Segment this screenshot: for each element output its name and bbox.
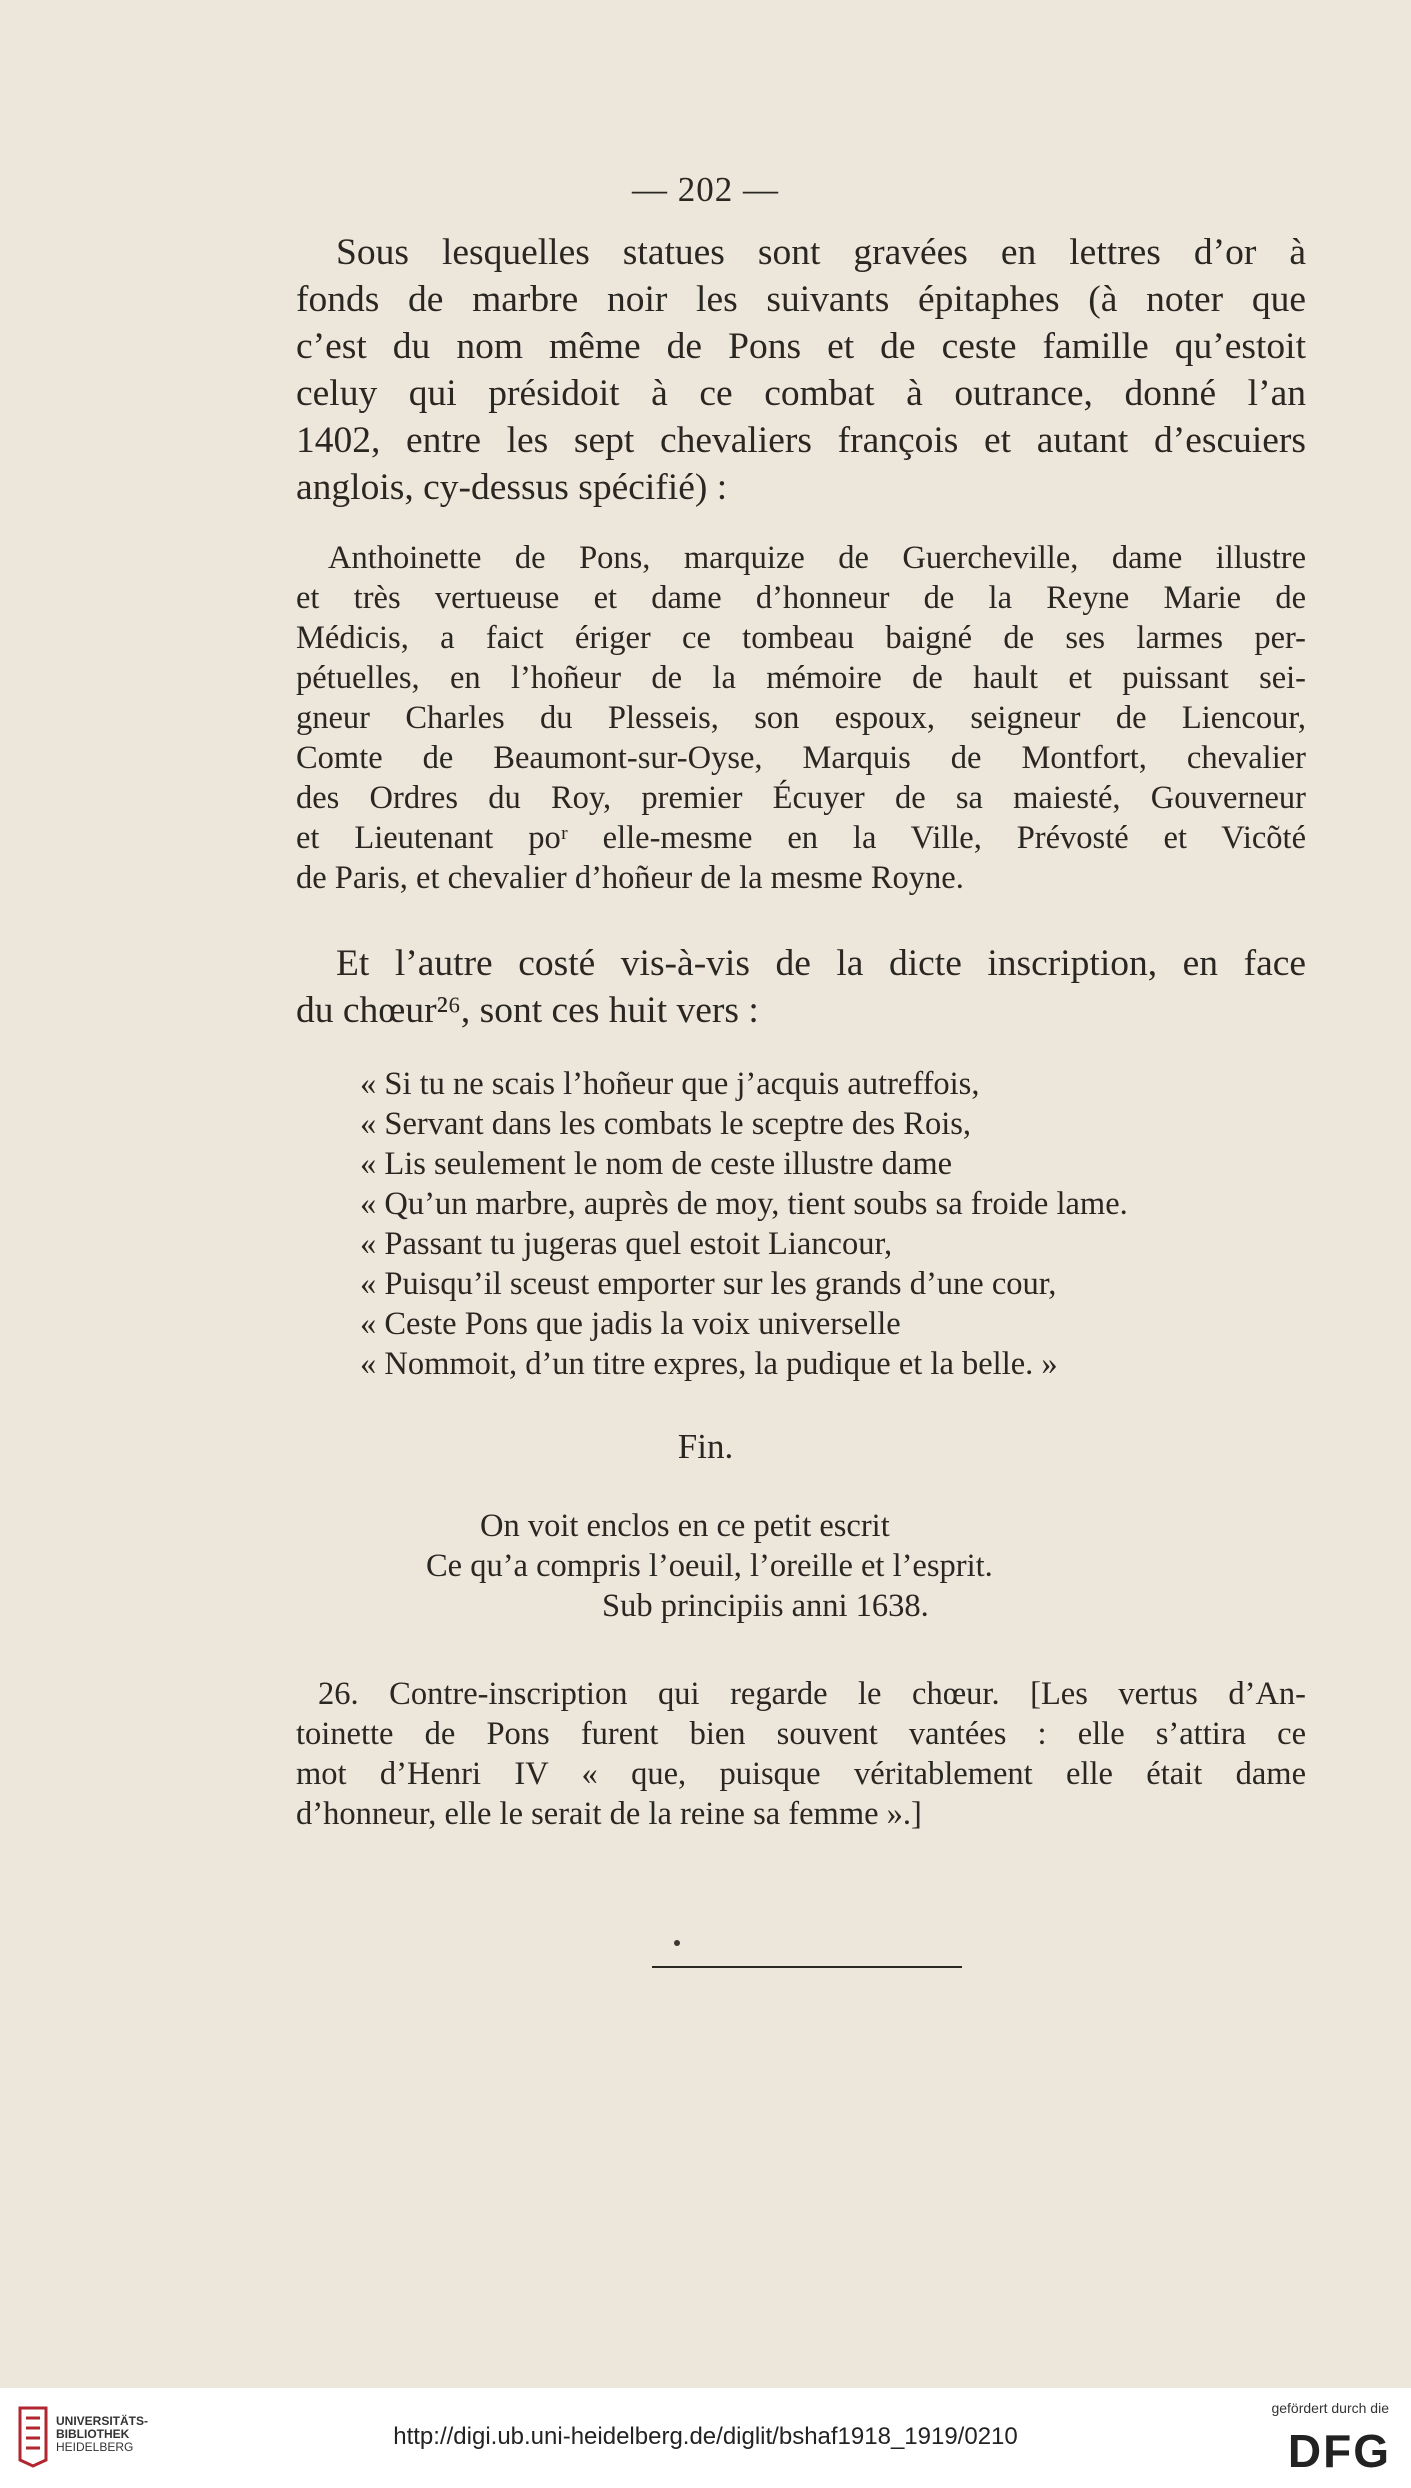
closing-line: Ce qu’a compris l’oeuil, l’oreille et l’esprit. [426,1548,993,1584]
text-line: 1402, entre les sept chevaliers françois et autant d’escuiers [296,420,1306,461]
text-line: Anthoinette de Pons, marquize de Guercheville, dame illustre [328,540,1306,576]
verse-line: « Servant dans les combats le sceptre des Rois, [360,1106,972,1142]
end-rule [652,1966,962,1968]
text-line: c’est du nom même de Pons et de ceste famille qu’estoit [296,326,1306,367]
text-line: des Ordres du Roy, premier Écuyer de sa maiesté, Gouverneur [296,780,1306,816]
text-line: Et l’autre costé vis-à-vis de la dicte inscription, en face [336,943,1306,984]
text-line: celuy qui présidoit à ce combat à outrance, donné l’an [296,373,1306,414]
footnote-line: d’honneur, elle le serait de la reine sa femme ».] [296,1796,922,1832]
library-name-line: UNIVERSITÄTS- [56,2414,149,2428]
text-line: et Lieutenant poʳ elle-mesme en la Ville, Prévosté et Vicõté [296,820,1306,856]
ornament-dot [674,1940,680,1946]
verse-line: « Si tu ne scais l’hoñeur que j’acquis autreffois, [360,1066,980,1102]
closing-line: Sub principiis anni 1638. [602,1588,929,1624]
permalink-url[interactable]: http://digi.ub.uni-heidelberg.de/diglit/bshaf1918_1919/0210 [393,2423,1018,2450]
dfg-logo: DFG [1287,2425,1391,2477]
text-line: du chœur²⁶, sont ces huit vers : [296,990,759,1031]
verse-line: « Puisqu’il sceust emporter sur les grands d’une cour, [360,1266,1057,1302]
text-line: Sous lesquelles statues sont gravées en lettres d’or à [336,232,1306,273]
text-line: de Paris, et chevalier d’hoñeur de la mesme Royne. [296,860,964,896]
verse-line: « Nommoit, d’un titre expres, la pudique et la belle. » [360,1346,1058,1382]
text-line: Comte de Beaumont-sur-Oyse, Marquis de Montfort, chevalier [296,740,1306,776]
text-line: et très vertueuse et dame d’honneur de la Reyne Marie de [296,580,1306,616]
verse-line: « Lis seulement le nom de ceste illustre dame [360,1146,953,1182]
footnote-line: 26. Contre-inscription qui regarde le chœur. [Les vertus d’An- [318,1676,1306,1712]
footnote-line: toinette de Pons furent bien souvent vantées : elle s’attira ce [296,1716,1306,1752]
text-line: pétuelles, en l’hoñeur de la mémoire de hault et puissant sei- [296,660,1306,696]
verse-line: « Qu’un marbre, auprès de moy, tient soubs sa froide lame. [360,1186,1128,1222]
library-name-line: HEIDELBERG [56,2440,134,2454]
page-number: — 202 — [632,170,779,209]
funding-note: gefördert durch die [1271,2400,1389,2416]
verse-line: « Passant tu jugeras quel estoit Liancour, [360,1226,893,1262]
fin-heading: Fin. [677,1427,734,1466]
text-line: gneur Charles du Plesseis, son espoux, seigneur de Liencour, [296,700,1306,736]
text-line: fonds de marbre noir les suivants épitaphes (à noter que [296,279,1306,320]
text-line: Médicis, a faict ériger ce tombeau baigné de ses larmes per- [296,620,1306,656]
footnote-line: mot d’Henri IV « que, puisque véritablement elle était dame [296,1756,1306,1792]
text-line: anglois, cy-dessus spécifié) : [296,467,728,508]
library-name-line: BIBLIOTHEK [56,2427,130,2441]
closing-line: On voit enclos en ce petit escrit [480,1508,890,1544]
verse-line: « Ceste Pons que jadis la voix universelle [360,1306,901,1342]
